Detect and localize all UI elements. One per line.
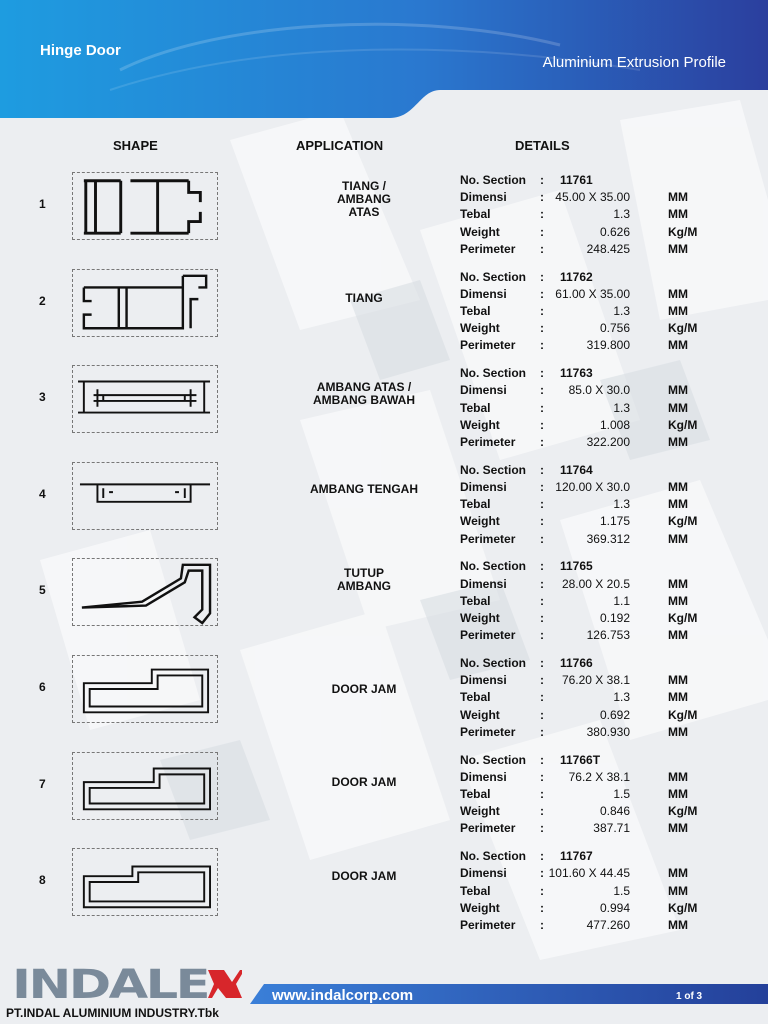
detail-colon: : [540, 321, 544, 336]
detail-colon: : [540, 576, 544, 591]
row-number: 6 [39, 680, 46, 694]
detail-value: 28.00 X 20.5 [561, 576, 630, 591]
detail-weight [460, 513, 710, 530]
section-number: 11765 [560, 559, 593, 574]
page-header [0, 0, 768, 118]
detail-value: 369.312 [586, 531, 630, 546]
column-header-shape: SHAPE [113, 138, 158, 153]
profile-shape-drawing [72, 172, 218, 240]
detail-perimeter [460, 531, 710, 548]
detail-colon: : [540, 707, 544, 722]
indalex-logo [12, 966, 242, 1006]
document-type: Hinge Door [40, 42, 121, 59]
detail-colon: : [540, 462, 544, 477]
detail-unit: MM [668, 673, 688, 688]
detail-tebal [460, 883, 710, 900]
application-line: DOOR JAM [331, 774, 397, 789]
company-name: PT.INDAL ALUMINIUM INDUSTRY.Tbk [6, 1006, 219, 1020]
detail-unit: MM [668, 769, 688, 784]
section-number: 11761 [560, 173, 593, 187]
detail-dimensi [460, 286, 710, 303]
detail-value: 322.200 [586, 434, 630, 449]
detail-label: Weight [460, 417, 500, 432]
detail-section [460, 365, 710, 382]
row-number: 4 [39, 486, 46, 501]
detail-label: Perimeter [460, 338, 516, 353]
profile-shape-drawing [72, 365, 218, 433]
profile-row [0, 170, 768, 266]
detail-label: Weight [460, 610, 500, 625]
profile-row [0, 846, 768, 942]
detail-weight [460, 900, 710, 917]
profile-details [460, 365, 710, 451]
application-name [284, 567, 444, 593]
detail-value: 120.00 X 30.0 [555, 479, 630, 494]
detail-colon: : [540, 656, 544, 670]
detail-unit: MM [668, 338, 688, 353]
detail-label: Dimensi [460, 190, 507, 205]
application-line: AMBANG [337, 579, 391, 594]
detail-value: 1.5 [613, 883, 630, 898]
application-line: AMBANG [337, 192, 391, 206]
detail-unit: Kg/M [668, 224, 698, 239]
detail-weight [460, 417, 710, 434]
detail-section [460, 462, 710, 479]
application-name [284, 381, 444, 407]
detail-unit: Kg/M [668, 804, 698, 819]
detail-colon: : [540, 338, 544, 353]
detail-value: 76.2 X 38.1 [568, 769, 630, 784]
detail-colon: : [540, 628, 544, 643]
detail-value: 0.846 [599, 804, 630, 819]
detail-label: No. Section [460, 366, 527, 381]
detail-colon: : [540, 241, 544, 256]
application-name [284, 483, 444, 496]
detail-unit: MM [668, 883, 688, 898]
detail-label: Tebal [460, 207, 491, 222]
detail-value: 380.930 [586, 724, 630, 739]
profile-shape-drawing [72, 848, 218, 916]
detail-section [460, 752, 710, 769]
detail-value: 1.5 [613, 786, 630, 801]
detail-tebal [460, 303, 710, 320]
detail-label: Weight [460, 514, 500, 529]
detail-weight [460, 610, 710, 627]
detail-colon: : [540, 673, 544, 688]
detail-label: No. Section [460, 173, 527, 187]
application-name [284, 683, 444, 696]
detail-colon: : [540, 173, 544, 187]
detail-label: Dimensi [460, 286, 507, 301]
detail-dimensi [460, 576, 710, 593]
detail-section [460, 848, 710, 865]
detail-label: Tebal [460, 303, 491, 318]
detail-value: 76.20 X 38.1 [561, 673, 630, 688]
detail-label: Tebal [460, 690, 491, 705]
profile-details [460, 558, 710, 644]
detail-colon: : [540, 434, 544, 449]
detail-unit: MM [668, 576, 688, 591]
detail-label: Weight [460, 804, 500, 819]
detail-perimeter [460, 820, 710, 837]
detail-label: Perimeter [460, 917, 516, 932]
detail-label: Tebal [460, 400, 491, 415]
profile-row [0, 460, 768, 556]
detail-colon: : [540, 269, 544, 284]
detail-unit: MM [668, 593, 688, 608]
page-number: 1 of 3 [676, 991, 703, 1002]
application-line: DOOR JAM [331, 682, 397, 696]
detail-dimensi [460, 672, 710, 689]
website-link[interactable]: www.indalcorp.com [272, 987, 414, 1004]
detail-unit: MM [668, 303, 688, 318]
section-number: 11766 [560, 656, 593, 670]
detail-label: Dimensi [460, 769, 507, 784]
detail-dimensi [460, 382, 710, 399]
detail-colon: : [540, 752, 544, 767]
row-number: 1 [39, 197, 46, 211]
row-number: 8 [39, 873, 46, 888]
profile-row [0, 556, 768, 652]
detail-label: No. Section [460, 269, 527, 284]
application-name [284, 776, 444, 789]
section-number: 11767 [560, 849, 593, 864]
detail-label: Weight [460, 321, 500, 336]
column-header-details: DETAILS [515, 138, 570, 153]
detail-section [460, 655, 710, 672]
detail-unit: Kg/M [668, 514, 698, 529]
detail-colon: : [540, 769, 544, 784]
application-line: ATAS [348, 205, 380, 219]
detail-value: 477.260 [586, 917, 630, 932]
detail-unit: MM [668, 497, 688, 512]
detail-label: Dimensi [460, 673, 507, 688]
detail-value: 61.00 X 35.00 [555, 286, 630, 301]
detail-colon: : [540, 224, 544, 239]
detail-unit: MM [668, 821, 688, 836]
detail-label: Tebal [460, 593, 491, 608]
detail-colon: : [540, 804, 544, 819]
detail-value: 0.692 [599, 707, 630, 722]
svg-text:INDALE: INDALE [12, 966, 208, 1006]
detail-label: Tebal [460, 786, 491, 801]
detail-value: 1.3 [613, 497, 630, 512]
detail-unit: MM [668, 241, 688, 256]
detail-value: 126.753 [586, 628, 630, 643]
profile-shape-drawing [72, 558, 218, 626]
detail-colon: : [540, 690, 544, 705]
detail-tebal [460, 593, 710, 610]
detail-unit: MM [668, 190, 688, 205]
detail-colon: : [540, 559, 544, 574]
detail-dimensi [460, 479, 710, 496]
detail-section [460, 269, 710, 286]
detail-label: Perimeter [460, 628, 516, 643]
application-line: AMBANG TENGAH [310, 481, 418, 496]
detail-unit: MM [668, 479, 688, 494]
section-number: 11763 [560, 366, 593, 381]
detail-unit: MM [668, 531, 688, 546]
profile-details [460, 462, 710, 548]
detail-value: 1.175 [599, 514, 630, 529]
application-name [284, 180, 444, 219]
detail-label: No. Section [460, 656, 527, 670]
detail-label: Perimeter [460, 724, 516, 739]
detail-weight [460, 320, 710, 337]
detail-colon: : [540, 366, 544, 381]
detail-label: No. Section [460, 559, 527, 574]
detail-value: 1.3 [613, 303, 630, 318]
detail-value: 1.3 [613, 400, 630, 415]
detail-unit: Kg/M [668, 900, 698, 915]
section-number: 11762 [560, 269, 593, 284]
profile-row [0, 363, 768, 459]
detail-value: 0.192 [599, 610, 630, 625]
detail-colon: : [540, 514, 544, 529]
detail-label: Perimeter [460, 241, 516, 256]
detail-unit: Kg/M [668, 707, 698, 722]
profile-details [460, 752, 710, 838]
row-number: 3 [39, 390, 46, 405]
detail-perimeter [460, 627, 710, 644]
detail-section [460, 558, 710, 575]
detail-unit: MM [668, 383, 688, 398]
detail-unit: MM [668, 400, 688, 415]
detail-value: 85.0 X 30.0 [568, 383, 630, 398]
detail-value: 0.626 [599, 224, 630, 239]
column-header-application: APPLICATION [296, 138, 384, 153]
application-line: TIANG / [342, 179, 386, 193]
detail-colon: : [540, 849, 544, 864]
detail-dimensi [460, 865, 710, 882]
detail-weight [460, 707, 710, 724]
detail-weight [460, 224, 710, 241]
detail-value: 1.008 [599, 417, 630, 432]
detail-label: Dimensi [460, 383, 507, 398]
profile-shape-drawing [72, 269, 218, 337]
detail-unit: Kg/M [668, 321, 698, 336]
document-title: Aluminium Extrusion Profile [542, 54, 726, 71]
detail-colon: : [540, 400, 544, 415]
detail-perimeter [460, 241, 710, 258]
detail-perimeter [460, 917, 710, 934]
detail-colon: : [540, 821, 544, 836]
profile-row [0, 653, 768, 749]
detail-value: 1.3 [613, 207, 630, 222]
profile-shape-drawing [72, 752, 218, 820]
application-line: DOOR JAM [331, 869, 397, 884]
detail-dimensi [460, 189, 710, 206]
detail-label: Dimensi [460, 866, 507, 881]
application-line: AMBANG ATAS / [316, 380, 412, 395]
profile-details [460, 655, 710, 741]
detail-unit: Kg/M [668, 417, 698, 432]
detail-colon: : [540, 207, 544, 222]
detail-value: 248.425 [586, 241, 630, 256]
detail-label: Tebal [460, 497, 491, 512]
detail-label: No. Section [460, 462, 527, 477]
application-line: AMBANG BAWAH [313, 393, 415, 408]
detail-label: Dimensi [460, 576, 507, 591]
profile-row [0, 267, 768, 363]
detail-weight [460, 803, 710, 820]
detail-unit: MM [668, 917, 688, 932]
detail-value: 387.71 [593, 821, 630, 836]
application-name [284, 870, 444, 883]
detail-label: Dimensi [460, 479, 507, 494]
detail-tebal [460, 206, 710, 223]
profile-shape-drawing [72, 655, 218, 723]
section-number: 11764 [560, 462, 593, 477]
detail-unit: MM [668, 786, 688, 801]
application-line: TUTUP [344, 566, 384, 581]
detail-unit: MM [668, 724, 688, 739]
detail-tebal [460, 496, 710, 513]
detail-colon: : [540, 417, 544, 432]
profile-shape-drawing [72, 462, 218, 530]
detail-colon: : [540, 479, 544, 494]
row-number: 5 [39, 583, 46, 598]
row-number: 7 [39, 776, 46, 791]
detail-value: 319.800 [586, 338, 630, 353]
detail-colon: : [540, 303, 544, 318]
detail-colon: : [540, 610, 544, 625]
detail-perimeter [460, 337, 710, 354]
profile-details [460, 269, 710, 355]
application-name [284, 292, 444, 305]
detail-unit: Kg/M [668, 610, 698, 625]
detail-colon: : [540, 286, 544, 301]
detail-colon: : [540, 917, 544, 932]
detail-unit: MM [668, 628, 688, 643]
detail-tebal [460, 400, 710, 417]
detail-value: 101.60 X 44.45 [548, 866, 630, 881]
profile-details [460, 848, 710, 934]
detail-section [460, 172, 710, 189]
detail-unit: MM [668, 434, 688, 449]
detail-dimensi [460, 769, 710, 786]
profile-details [460, 172, 710, 258]
detail-label: Weight [460, 707, 500, 722]
detail-value: 0.756 [599, 321, 630, 336]
detail-colon: : [540, 900, 544, 915]
detail-label: Perimeter [460, 821, 516, 836]
detail-colon: : [540, 724, 544, 739]
detail-label: Perimeter [460, 531, 516, 546]
detail-colon: : [540, 786, 544, 801]
detail-value: 1.1 [613, 593, 630, 608]
profile-row [0, 750, 768, 846]
detail-colon: : [540, 190, 544, 205]
detail-value: 1.3 [613, 690, 630, 705]
detail-label: No. Section [460, 752, 527, 767]
detail-unit: MM [668, 866, 688, 881]
detail-label: Perimeter [460, 434, 516, 449]
detail-unit: MM [668, 286, 688, 301]
detail-label: No. Section [460, 849, 527, 864]
detail-value: 0.994 [599, 900, 630, 915]
application-line: TIANG [345, 290, 383, 305]
detail-colon: : [540, 383, 544, 398]
detail-tebal [460, 689, 710, 706]
detail-colon: : [540, 497, 544, 512]
detail-label: Tebal [460, 883, 491, 898]
detail-tebal [460, 786, 710, 803]
detail-unit: MM [668, 690, 688, 705]
row-number: 2 [39, 293, 46, 308]
detail-label: Weight [460, 900, 500, 915]
detail-perimeter [460, 434, 710, 451]
detail-colon: : [540, 866, 544, 881]
detail-perimeter [460, 724, 710, 741]
detail-unit: MM [668, 207, 688, 222]
detail-colon: : [540, 593, 544, 608]
detail-value: 45.00 X 35.00 [555, 190, 630, 205]
section-number: 11766T [560, 752, 601, 767]
detail-colon: : [540, 531, 544, 546]
detail-label: Weight [460, 224, 500, 239]
detail-colon: : [540, 883, 544, 898]
